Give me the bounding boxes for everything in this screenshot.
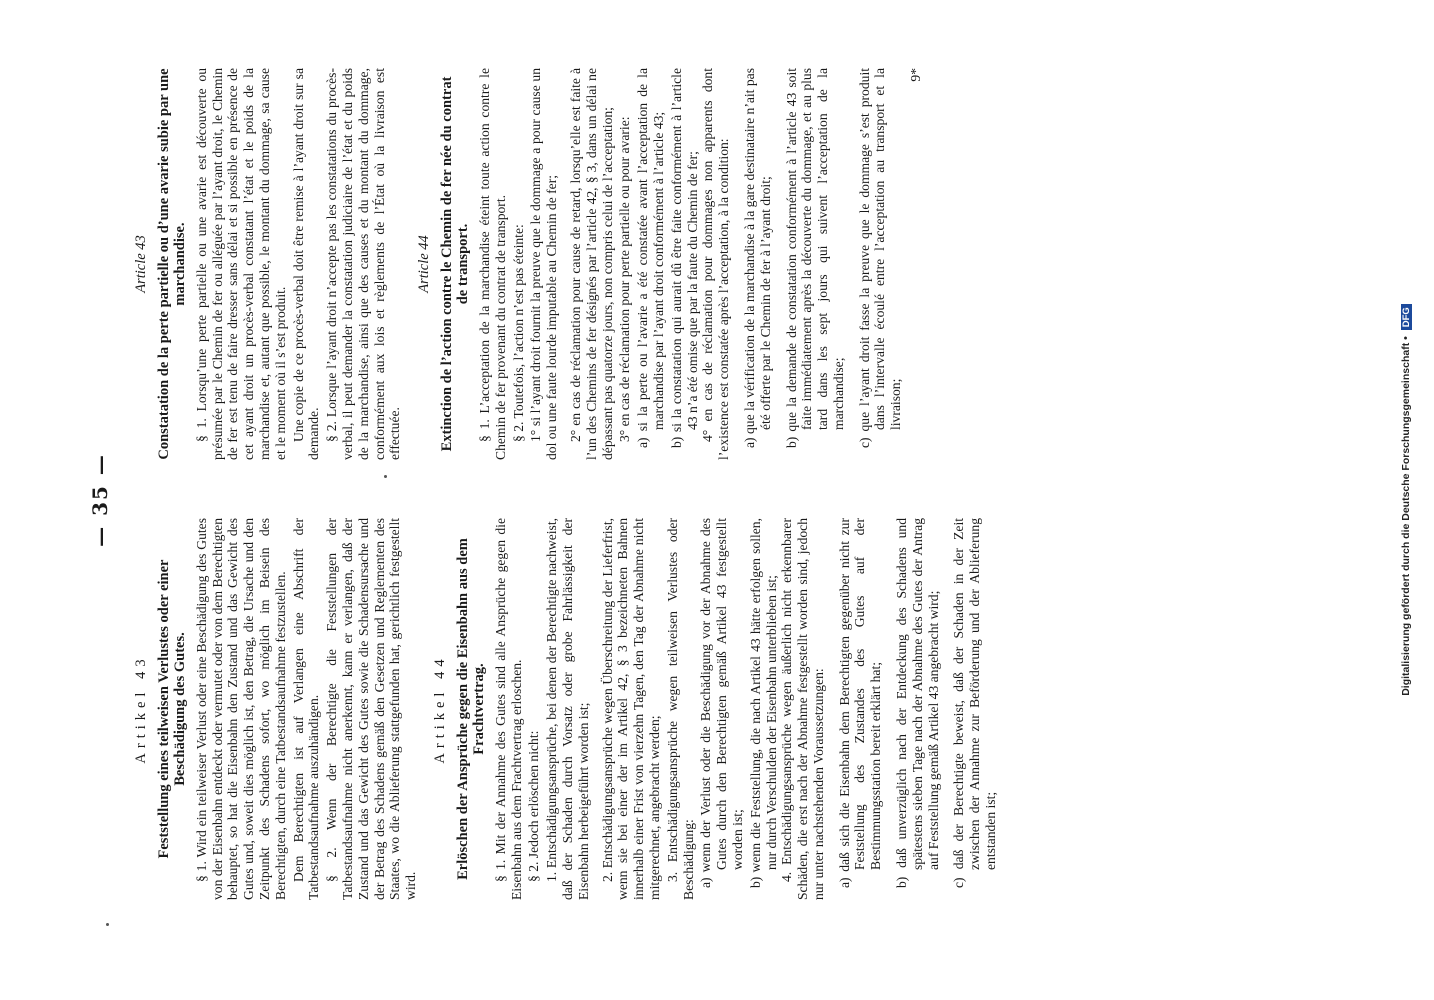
page-number: — 35 — (88, 453, 112, 547)
dfg-credit-text: Digitalisierung gefördert durch die Deutsche Forschungsgemeinschaft • (1400, 336, 1412, 696)
dfg-logo: DFG (1401, 304, 1412, 330)
article-43-heading-fr: Constatation de la perte partielle ou d’une avarie subie par une marchandise. (155, 68, 188, 460)
article-43-paragraph-1-de: § 1. Wird ein teilweiser Verlust oder eine Beschädigung des Gutes von der Eisenbahn entdeckt oder vermutet oder von dem Berechtigten behauptet, so hat die Eisenbahn den Zustand und das Gewicht des Gutes und, soweit dies möglich ist, den Betrag, die Ursache und den Zeitpunkt des Schadens sofort, wo möglich im Beisein des Berechtigten, durch eine Tatbestandsaufnahme festzustellen. (193, 518, 288, 900)
dfg-credit-line (1400, 0, 1412, 1000)
article-44-item-2-de: 2. Entschädigungsansprüche wegen Überschreitung der Lieferfrist, wenn sie bei einer der im Artikel 42, § 3 bezeichneten Bahnen innerhalb einer Frist von vierzehn Tagen, den Tag der Abnahme nicht mitgerechnet, angebracht werden; (599, 518, 662, 900)
article-44-item-4a-fr: a) que la vérification de la marchandise à la gare destinataire n’ait pas été offerte par le Chemin de fer à l’ayant droit; (741, 68, 773, 448)
french-column (128, 68, 924, 460)
article-44-paragraph-2-de: § 2. Jedoch erlöschen nicht: (526, 730, 542, 882)
article-44-item-4b-fr: b) que la demande de constatation conformément à l’article 43 soit faite immédiatement après la découverte du dommage, et au plus tard dans les sept jours qui suivent l’acceptation de la marchandise; (783, 68, 846, 448)
article-44-item-3b-de: b) wenn die Feststellung, die nach Artikel 43 hätte erfolgen sollen, nur durch Verschulden der Eisenbahn unterblieben ist; (747, 518, 779, 888)
article-43-heading-de: Feststellung eines teilweisen Verlustes oder einer Beschädigung des Gutes. (155, 559, 188, 859)
article-44-item-4a-de: a) daß sich die Eisenbahn dem Berechtigten gegenüber nicht zur Feststellung des Zustandes des Gutes auf der Bestimmungsstation bereit erklärt hat; (836, 518, 884, 888)
article-44-item-3-de: 3. Entschädigungsansprüche wegen teilweisen Verlustes oder Beschädigung: (664, 518, 696, 900)
scan-speck (384, 475, 387, 478)
article-44-paragraph-1-fr: § 1. L’acceptation de la marchandise éteint toute action contre le Chemin de fer provenant du contrat de transport. (476, 68, 508, 460)
article-44-paragraph-1-de: § 1. Mit der Annahme des Gutes sind alle Ansprüche gegen die Eisenbahn aus dem Frachtvertrag erloschen. (492, 518, 524, 900)
article-44-heading-fr: Extinction de l’action contre le Chemin de fer née du contrat de transport. (438, 76, 471, 452)
article-44-item-2-fr: 2° en cas de réclamation pour cause de retard, lorsqu’elle est faite à l’un des Chemins de fer désignés par l’article 42, § 3, dans un délai ne dépassant pas quatorze jours, non compris celui de l’acceptation; (567, 68, 615, 460)
german-column (128, 518, 999, 900)
article-44-heading-de: Erlöschen der Ansprüche gegen die Eisenbahn aus dem Frachtvertrag. (454, 538, 487, 880)
article-44-item-4-fr: 4° en cas de réclamation pour dommages non apparents dont l’existence est constatée après l’acceptation, à la condition: (700, 68, 732, 460)
article-43-paragraph-1-fr: § 1. Lorsqu’une perte partielle ou une avarie est découverte ou présumée par le Chemin de fer ou alléguée par l’ayant droit, le Chemin de fer est tenu de faire dresser sans délai et si possible en présence de cet ayant droit un procès-verbal constatant l’état et le poids de la marchandise et, autant que possible, le montant du dommage, sa cause et le moment où il s’est produit. (193, 68, 288, 460)
article-43-paragraph-3-de: § 2. Wenn der Berechtigte die Feststellungen der Tatbestandsaufnahme nicht anerkennt, kann er verlangen, daß der Zustand und das Gewicht des Gutes sowie die Schadensursache und der Betrag des Schadens gemäß den Gesetzen und Reglementen des Staates, wo die Ablieferung stattgefunden hat, gerichtlich festgestellt wird. (324, 518, 419, 900)
article-44-item-3a-de: a) wenn der Verlust oder die Beschädigung vor der Abnahme des Gutes durch den Berechtigten gemäß Artikel 43 festgestellt worden ist; (698, 518, 745, 888)
article-44-item-4b-de: b) daß unverzüglich nach der Entdeckung des Schadens und spätestens sieben Tage nach der Abnahme des Gutes der Antrag auf Feststellung gemäß Artikel 43 angebracht wird; (894, 518, 941, 888)
article-44-item-1-de: 1. Entschädigungsansprüche, bei denen der Berechtigte nachweist, daß der Schaden durch Vorsatz oder grobe Fahrlässigkeit der Eisenbahn herbeigeführt worden ist; (544, 518, 591, 900)
signature-mark: 9* (908, 68, 924, 82)
article-43-label-fr: Article 43 (133, 235, 149, 293)
article-44-label-fr: Article 44 (416, 235, 433, 293)
article-44-item-4-de: 4. Entschädigungsansprüche wegen äußerlich nicht erkennbarer Schäden, die erst nach der Abnahme festgestellt worden sind, jedoch nur unter nachstehenden Voraussetzungen: (779, 518, 826, 900)
article-43-label-de: Artikel 43 (133, 654, 149, 764)
article-44-item-3a-fr: a) si la perte ou l’avarie a été constatée avant l’acceptation de la marchandise par l’ayant droit conformément à l’article 43; (635, 68, 666, 448)
article-44-item-3b-fr: b) si la constatation qui aurait dû être faite conformément à l’article 43 n’a été omise que par la faute du Chemin de fer; (668, 68, 700, 448)
article-43-paragraph-2-de: Dem Berechtigten ist auf Verlangen eine Abschrift der Tatbestandsaufnahme auszuhändigen. (290, 518, 322, 900)
article-43-paragraph-2-fr: Une copie de ce procès-verbal doit être remise à l’ayant droit sur sa demande. (290, 68, 322, 460)
article-44-label-de: Artikel 44 (431, 654, 448, 764)
article-43-paragraph-3-fr: § 2. Lorsque l’ayant droit n’accepte pas les constatations du procès-verbal, il peut demander la constatation judiciaire de l’état et du poids de la marchandise, ainsi que des causes et du montant du dommage, conformément aux lois et règlements de l’État où la livraison est effectuée. (324, 68, 403, 460)
article-44-paragraph-2-fr: § 2. Toutefois, l’action n’est pas éteinte: (510, 224, 526, 442)
article-44-item-1-fr: 1° si l’ayant droit fournit la preuve que le dommage a pour cause un dol ou une faute lourde imputable au Chemin de fer; (528, 68, 560, 460)
article-44-item-4c-fr: c) que l’ayant droit fasse la preuve que le dommage s’est produit dans l’intervalle écoulé entre l’acceptation au transport et la livraison; (856, 68, 904, 448)
article-44-item-4c-de: c) daß der Berechtigte beweist, daß der Schaden in der Zeit zwischen der Annahme zur Beförderung und der Ablieferung entstanden ist; (951, 518, 999, 888)
article-44-item-3-fr: 3° en cas de réclamation pour perte partielle ou pour avarie: (617, 116, 633, 442)
